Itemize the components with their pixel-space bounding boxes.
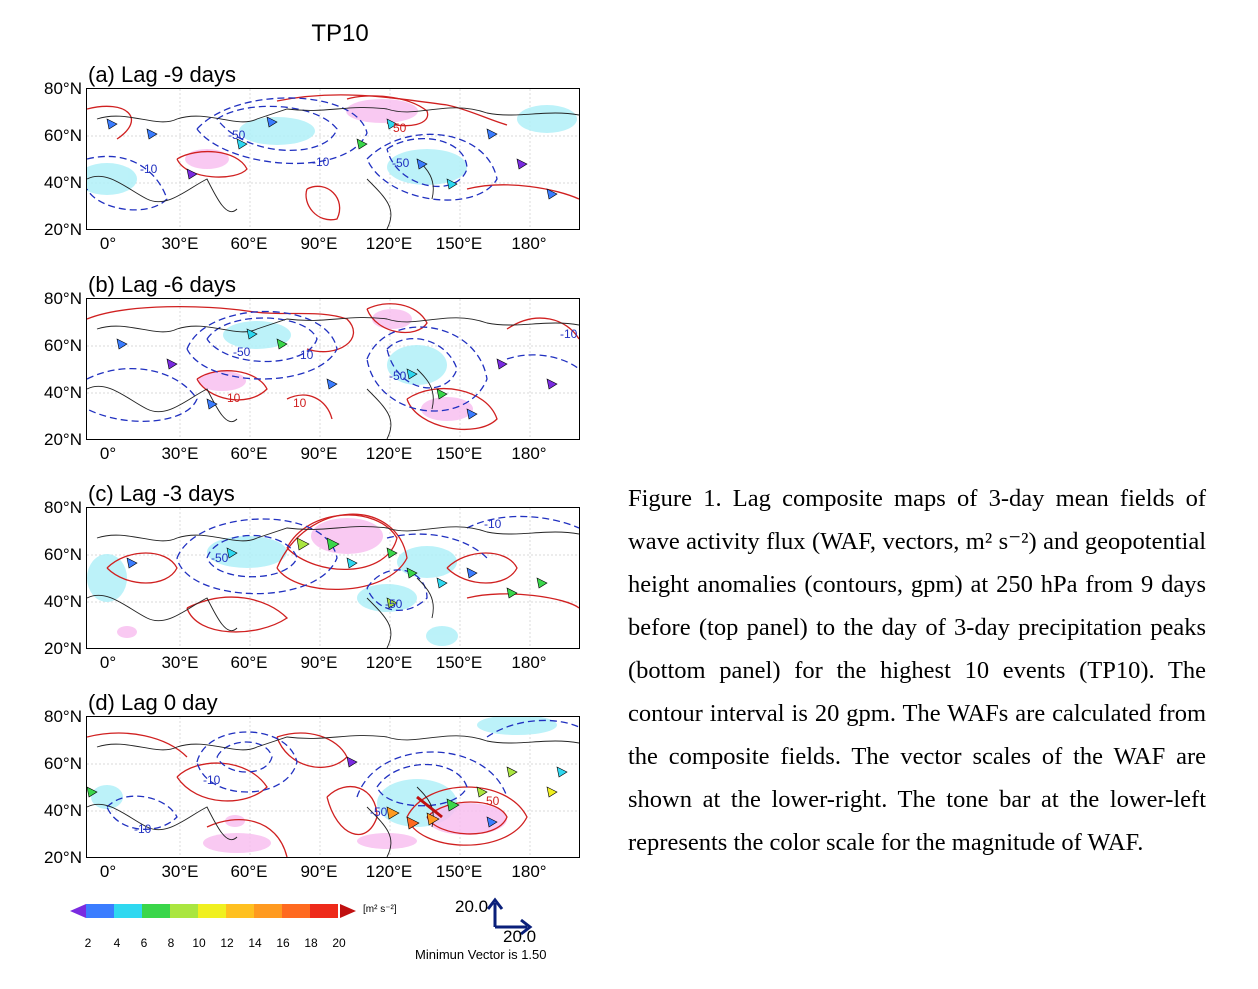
colorbar-tick: 14: [248, 936, 262, 950]
contour-label: -50: [233, 345, 251, 359]
lon-label: 180°: [511, 444, 547, 463]
lat-label: 20°N: [44, 848, 82, 867]
colorbar-tick: 2: [84, 936, 92, 950]
lon-label: 60°E: [230, 444, 268, 463]
colorbar-segment: [198, 904, 226, 918]
lon-label: 150°E: [435, 234, 483, 253]
colorbar-tick: 16: [276, 936, 290, 950]
lat-label: 60°N: [44, 336, 82, 355]
colorbar-tick: 18: [304, 936, 318, 950]
minimum-vector-note: Minimun Vector is 1.50: [415, 947, 547, 962]
lon-label: 60°E: [230, 234, 268, 253]
colorbar-tick: 20: [332, 936, 346, 950]
contour-label: -10: [296, 348, 314, 362]
lat-label: 60°N: [44, 126, 82, 145]
lon-label: 0°: [99, 234, 117, 253]
contour-label: -50: [392, 156, 410, 170]
lon-label: 60°E: [230, 653, 268, 672]
lon-label: 150°E: [435, 653, 483, 672]
lon-label: 90°E: [300, 653, 338, 672]
contour-label: -50: [385, 597, 403, 611]
colorbar-segment: [86, 904, 114, 918]
reference-vector-x-label: 20.0: [503, 927, 537, 946]
lat-label: 60°N: [44, 754, 82, 773]
lat-label: 80°N: [44, 289, 82, 308]
colorbar-unit: [m² s⁻²]: [363, 904, 397, 915]
contour-label: -10: [560, 327, 578, 341]
colorbar-segment: [170, 904, 198, 918]
colorbar-tick: 12: [220, 936, 234, 950]
lon-label: 120°E: [365, 234, 413, 253]
map-plot: [87, 508, 579, 648]
contour-label: -10: [203, 773, 221, 787]
lat-label: 40°N: [44, 801, 82, 820]
map-frame: [86, 88, 580, 230]
panel-b: [0, 272, 600, 472]
figure-caption: Figure 1. Lag composite maps of 3-day mean fields of wave activity flux (WAF, vectors, m² s⁻²) and geopotential height anomalies (contours, gpm) at 250 hPa from 9 days before (top panel) to the day of 3-day precipitation peaks (bottom panel) for the highest 10 events (TP10). The contour interval is 20 gpm. The WAFs are calculated from the composite fields. The vector scales of the WAF are shown at the lower-right. The tone bar at the lower-left represents the color scale for the magnitude of WAF.: [628, 485, 1206, 856]
contour-label: -10: [140, 162, 158, 176]
lon-label: 90°E: [300, 444, 338, 463]
colorbar-segment: [142, 904, 170, 918]
lon-label: 180°: [511, 862, 547, 881]
contour-label: 10: [227, 391, 241, 405]
contour-label: -50: [211, 551, 229, 565]
map-plot: [87, 89, 579, 229]
map-plot: [87, 717, 579, 857]
lon-label: 30°E: [161, 234, 199, 253]
lat-label: 20°N: [44, 220, 82, 239]
lon-label: 150°E: [435, 444, 483, 463]
panel-label: (d) Lag 0 day: [88, 690, 218, 715]
lon-label: 0°: [99, 653, 117, 672]
panel-label: (a) Lag -9 days: [88, 62, 236, 87]
colorbar-segment: [282, 904, 310, 918]
contour-label: -10: [134, 822, 152, 836]
colorbar-segment: [254, 904, 282, 918]
contour-label: -10: [312, 155, 330, 169]
contour-label: 50: [486, 794, 500, 808]
colorbar-high-triangle: [340, 904, 356, 918]
colorbar-tick: 6: [140, 936, 148, 950]
contour-label: 50: [393, 121, 407, 135]
lat-label: 20°N: [44, 639, 82, 658]
wafe-colorbar: [70, 900, 360, 926]
lon-label: 60°E: [230, 862, 268, 881]
map-plot: [87, 299, 579, 439]
lon-label: 90°E: [300, 862, 338, 881]
panel-c: [0, 481, 600, 681]
lon-label: 150°E: [435, 862, 483, 881]
lon-label: 30°E: [161, 444, 199, 463]
panel-d: [0, 690, 600, 890]
colorbar-segment: [114, 904, 142, 918]
colorbar-low-triangle: [70, 904, 86, 918]
reference-vector-y-label: 20.0: [455, 897, 489, 916]
panel-label: (b) Lag -6 days: [88, 272, 236, 297]
map-frame: [86, 507, 580, 649]
lon-label: 180°: [511, 653, 547, 672]
lon-label: 30°E: [161, 862, 199, 881]
lon-label: 30°E: [161, 653, 199, 672]
lat-label: 20°N: [44, 430, 82, 449]
lat-label: 60°N: [44, 545, 82, 564]
lat-label: 40°N: [44, 173, 82, 192]
colorbar-segment: [226, 904, 254, 918]
contour-label: -50: [228, 128, 246, 142]
lat-label: 80°N: [44, 79, 82, 98]
colorbar-tick: 4: [113, 936, 121, 950]
lon-label: 180°: [511, 234, 547, 253]
colorbar-tick: 10: [192, 936, 206, 950]
panel-a: [0, 62, 600, 262]
lon-label: 120°E: [365, 862, 413, 881]
lat-label: 80°N: [44, 498, 82, 517]
contour-label: 10: [293, 396, 307, 410]
lat-label: 40°N: [44, 383, 82, 402]
contour-label: -50: [370, 805, 388, 819]
figure-title: TP10: [311, 20, 369, 47]
lat-label: 80°N: [44, 707, 82, 726]
map-frame: [86, 716, 580, 858]
contour-label: -50: [389, 369, 407, 383]
panel-label: (c) Lag -3 days: [88, 481, 235, 506]
lon-label: 120°E: [365, 444, 413, 463]
map-frame: [86, 298, 580, 440]
contour-label: -10: [484, 517, 502, 531]
lon-label: 0°: [99, 444, 117, 463]
lon-label: 0°: [99, 862, 117, 881]
lon-label: 120°E: [365, 653, 413, 672]
colorbar-tick: 8: [167, 936, 175, 950]
colorbar-segment: [310, 904, 338, 918]
lat-label: 40°N: [44, 592, 82, 611]
lon-label: 90°E: [300, 234, 338, 253]
